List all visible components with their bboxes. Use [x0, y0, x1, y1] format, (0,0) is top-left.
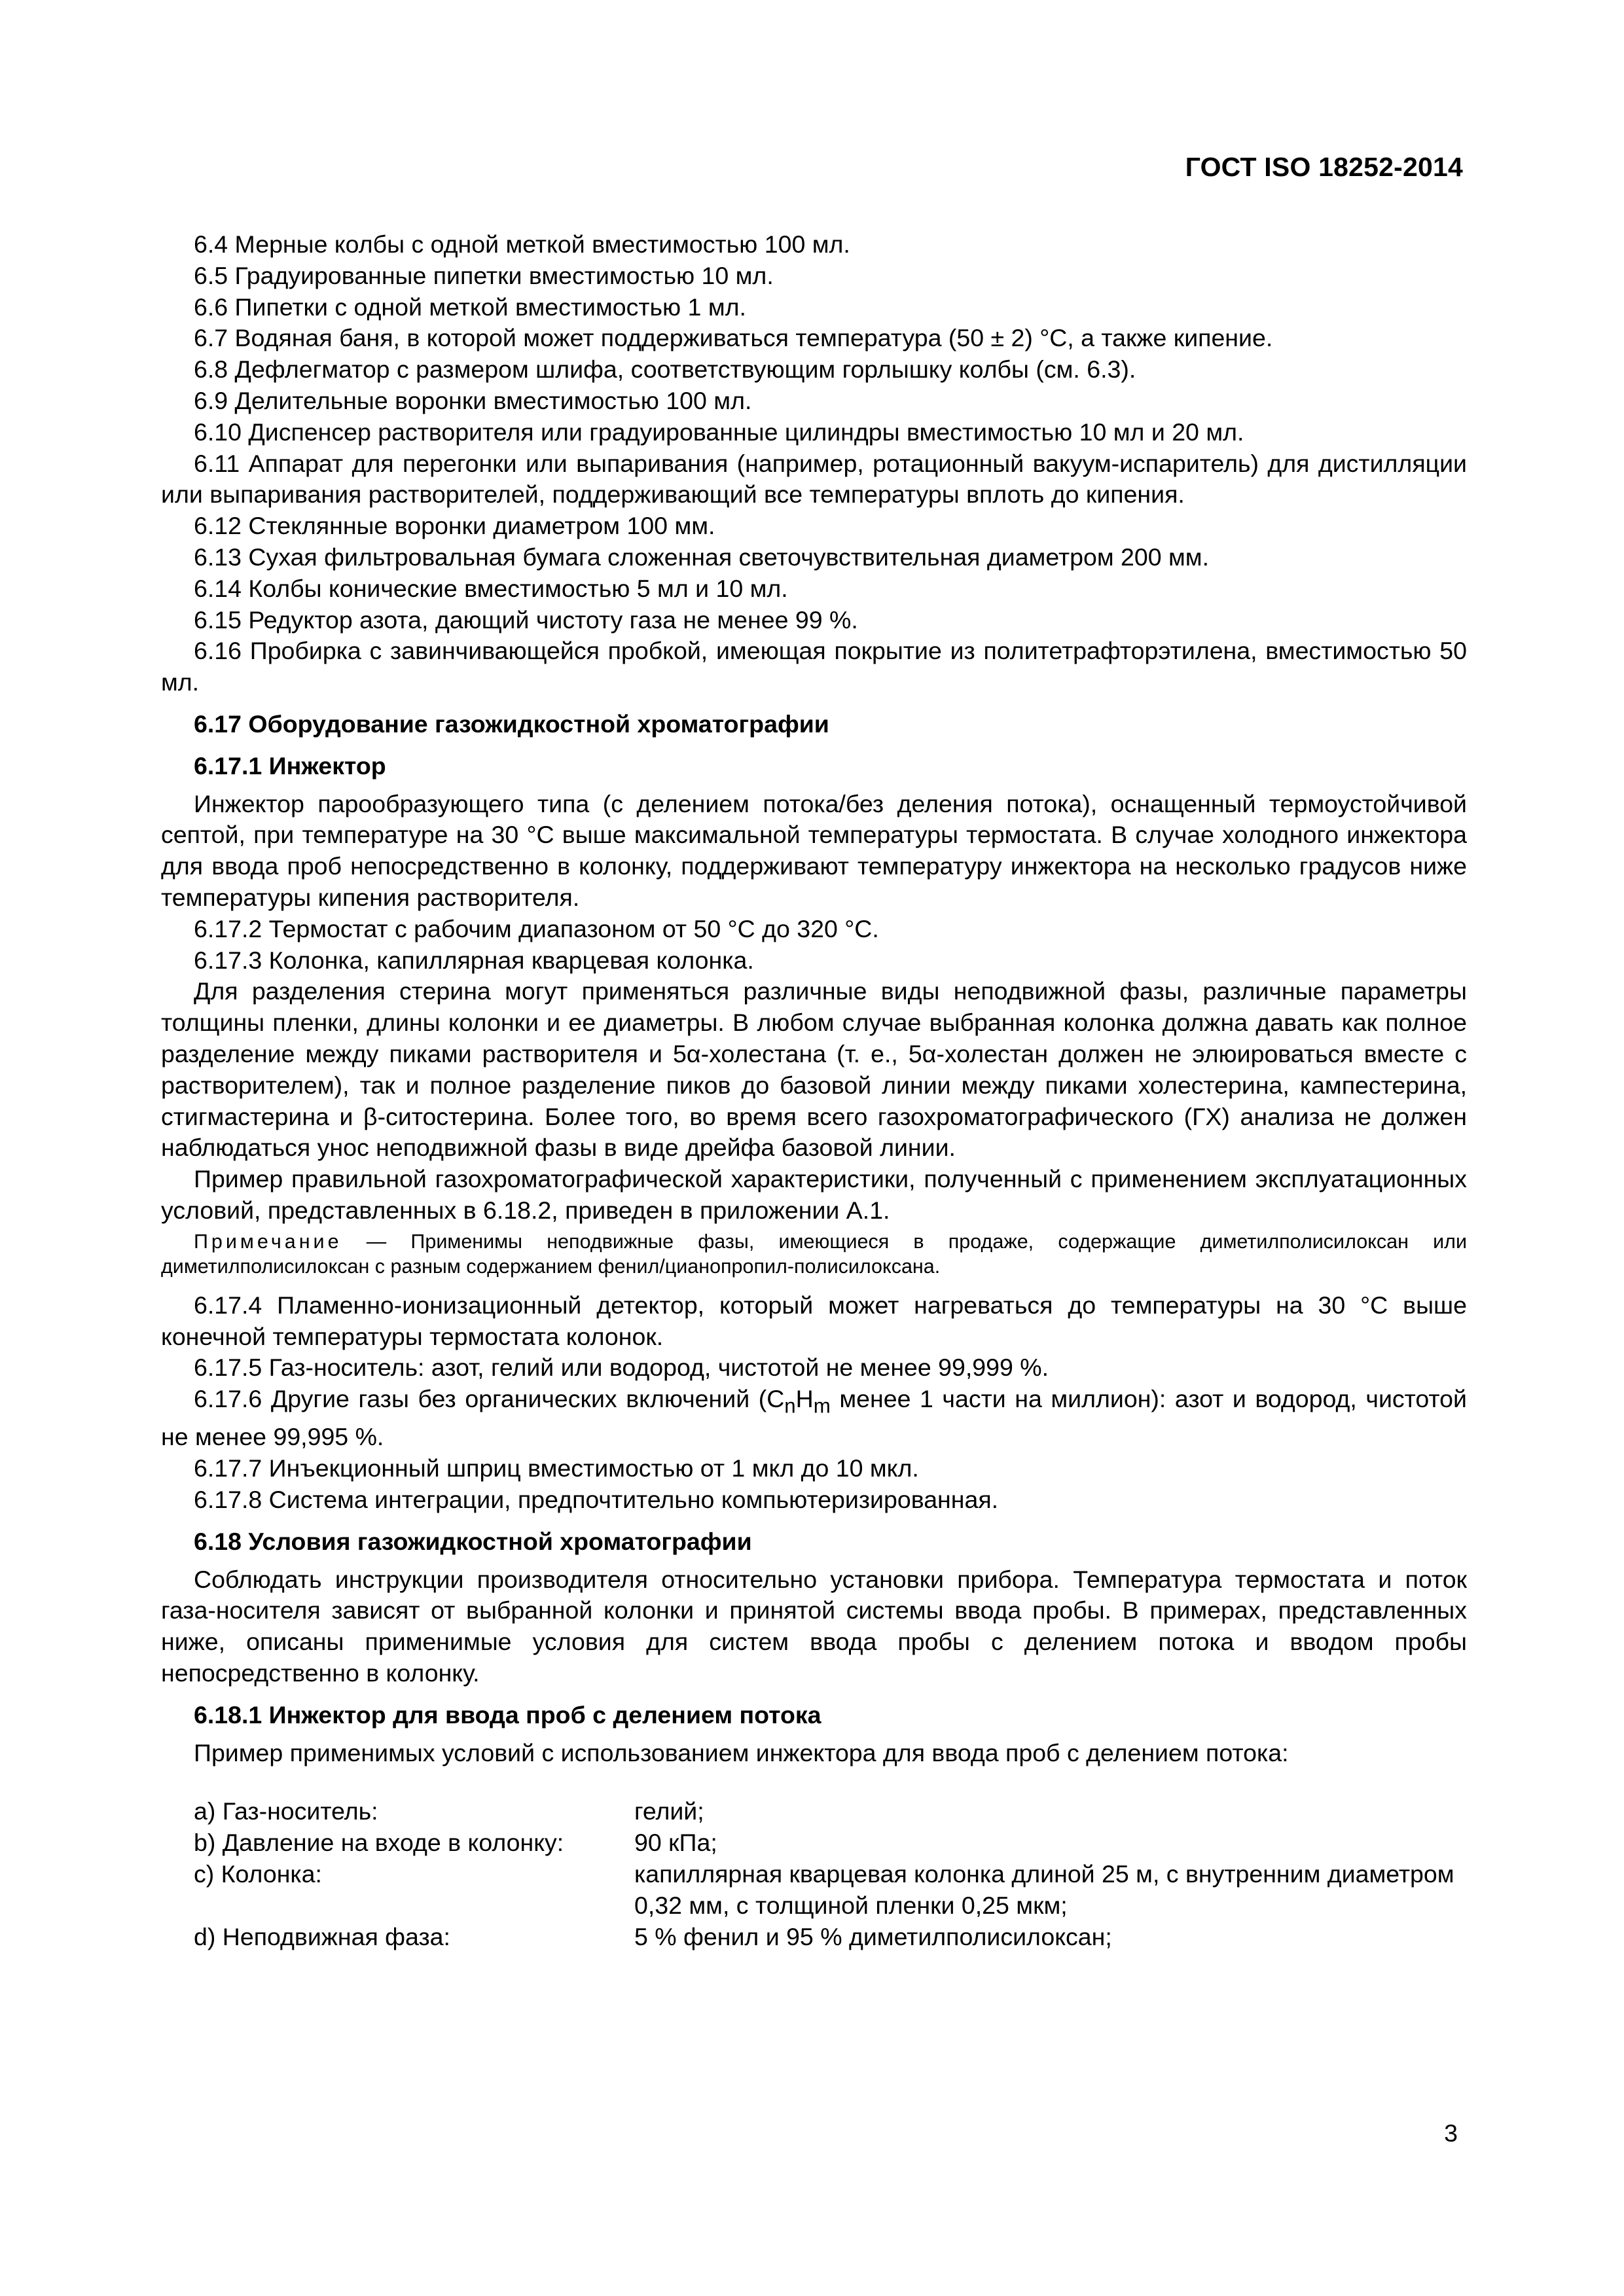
paragraph: 6.5 Градуированные пипетки вместимостью 10 мл.: [194, 261, 774, 289]
note: [161, 1229, 1467, 1280]
paragraph: Инжектор парообразующего типа (с делением потока/без деления потока), оснащенный термоустойчивой септой, при температуре на 30 °C выше максимальной температуры термостата. В случае холодного инжектора для ввода проб непосредственно в колонку, поддерживают температуру инжектора на несколько градусов ниже температуры кипения растворителя.: [161, 789, 1467, 911]
condition-label: b) Давление на входе в колонку:: [194, 1829, 564, 1857]
subscript: m: [813, 1394, 831, 1418]
paragraph: 6.6 Пипетки с одной меткой вместимостью 1 мл.: [194, 293, 746, 321]
page-content: [161, 229, 1467, 1952]
paragraph: 6.17.3 Колонка, капиллярная кварцевая колонка.: [194, 946, 754, 974]
paragraph: 6.12 Стеклянные воронки диаметром 100 мм.: [194, 512, 715, 540]
paragraph: 6.8 Дефлегматор с размером шлифа, соответствующим горлышку колбы (см. 6.3).: [194, 355, 1136, 384]
document-id: ГОСТ ISO 18252-2014: [1185, 152, 1463, 182]
subsection-heading: 6.18.1 Инжектор для ввода проб с делением потока: [194, 1700, 821, 1729]
text-segment: 6.17.6 Другие газы без органических включений (C: [194, 1385, 785, 1413]
note-text: — Применимы неподвижные фазы, имеющиеся в продаже, содержащие диметилполисилоксан или диметилполисилоксан с разным содержанием фенил/цианопропил-полисилоксана.: [161, 1230, 1467, 1278]
paragraph: 6.17.7 Инъекционный шприц вместимостью от 1 мкл до 10 мкл.: [194, 1454, 919, 1482]
subscript: n: [784, 1394, 796, 1418]
list-item: [161, 1859, 1467, 1922]
paragraph: 6.4 Мерные колбы с одной меткой вместимостью 100 мл.: [194, 230, 850, 258]
condition-value: 90 кПа;: [634, 1829, 717, 1857]
text-segment: H: [795, 1385, 814, 1413]
paragraph: Соблюдать инструкции производителя относительно установки прибора. Температура термостата и поток газа-носителя зависят от выбранной колонки и принятой системы ввода пробы. В примерах, представленных ниже, описаны применимые условия для систем ввода пробы с делением потока и вводом пробы непосредственно в колонку.: [161, 1565, 1467, 1687]
paragraph: 6.17.5 Газ-носитель: азот, гелий или водород, чистотой не менее 99,999 %.: [194, 1354, 1049, 1382]
condition-value: гелий;: [634, 1797, 704, 1825]
condition-value: капиллярная кварцевая колонка длиной 25 м, с внутренним диаметром 0,32 мм, с толщиной пленки 0,25 мкм;: [634, 1859, 1454, 1919]
paragraph: 6.9 Делительные воронки вместимостью 100 мл.: [194, 386, 752, 414]
section-heading: 6.18 Условия газожидкостной хроматографии: [194, 1527, 752, 1555]
conditions-list: [161, 1796, 1467, 1952]
condition-label: d) Неподвижная фаза:: [194, 1922, 450, 1950]
paragraph: 6.10 Диспенсер растворителя или градуированные цилиндры вместимостью 10 мл и 20 мл.: [194, 418, 1244, 446]
list-item: [161, 1922, 1467, 1953]
paragraph: 6.14 Колбы конические вместимостью 5 мл и 10 мл.: [194, 574, 788, 602]
paragraph: Для разделения стерина могут применяться различные виды неподвижной фазы, различные параметры толщины пленки, длины колонки и ее диаметры. В любом случае выбранная колонка должна давать как полное разделение между пиками растворителя и 5α-холестана (т. е., 5α-холестан должен не элюироваться вместе с растворителем), так и полное разделение пиков до базовой линии между пиками холестерина, кампестерина, стигмастерина и β-ситостерина. Более того, во время всего газохроматографического (ГХ) анализа не должен наблюдаться унос неподвижной фазы в виде дрейфа базовой линии.: [161, 977, 1467, 1162]
paragraph: [161, 1384, 1467, 1453]
paragraph: 6.17.4 Пламенно-ионизационный детектор, который может нагреваться до температуры на 30 °C выше конечной температуры термостата колонок.: [161, 1291, 1467, 1350]
paragraph: 6.7 Водяная баня, в которой может поддерживаться температура (50 ± 2) °C, а также кипение.: [194, 324, 1273, 352]
subsection-heading: 6.17.1 Инжектор: [194, 751, 386, 780]
paragraph: Пример применимых условий с использованием инжектора для ввода проб с делением потока:: [194, 1738, 1289, 1767]
condition-label: a) Газ-носитель:: [194, 1797, 378, 1825]
paragraph: 6.17.8 Система интеграции, предпочтительно компьютеризированная.: [194, 1485, 999, 1513]
condition-label: c) Колонка:: [194, 1859, 322, 1888]
paragraph: Пример правильной газохроматографической характеристики, полученный с применением эксплуатационных условий, представленных в 6.18.2, приведен в приложении А.1.: [161, 1165, 1467, 1224]
paragraph: 6.13 Сухая фильтровальная бумага сложенная светочувствительная диаметром 200 мм.: [194, 543, 1209, 571]
paragraph: 6.17.2 Термостат с рабочим диапазоном от 50 °C до 320 °C.: [194, 914, 879, 942]
text-segment: менее 1 части на миллион): азот и водород, чистотой не менее 99,995 %.: [161, 1385, 1467, 1451]
paragraph: 6.15 Редуктор азота, дающий чистоту газа не менее 99 %.: [194, 605, 858, 634]
list-item: [161, 1827, 1467, 1859]
paragraph: 6.11 Аппарат для перегонки или выпаривания (например, ротационный вакуум-испаритель) для дистилляции или выпаривания растворителей, поддерживающий все температуры вплоть до кипения.: [161, 449, 1467, 509]
page-number: 3: [1444, 2119, 1458, 2147]
condition-value: 5 % фенил и 95 % диметилполисилоксан;: [634, 1922, 1112, 1950]
note-label: Примечание: [194, 1230, 342, 1253]
section-heading: 6.17 Оборудование газожидкостной хроматографии: [194, 709, 829, 738]
paragraph: 6.16 Пробирка с завинчивающейся пробкой, имеющая покрытие из политетрафторэтилена, вместимостью 50 мл.: [161, 637, 1467, 696]
list-item: [161, 1796, 1467, 1827]
